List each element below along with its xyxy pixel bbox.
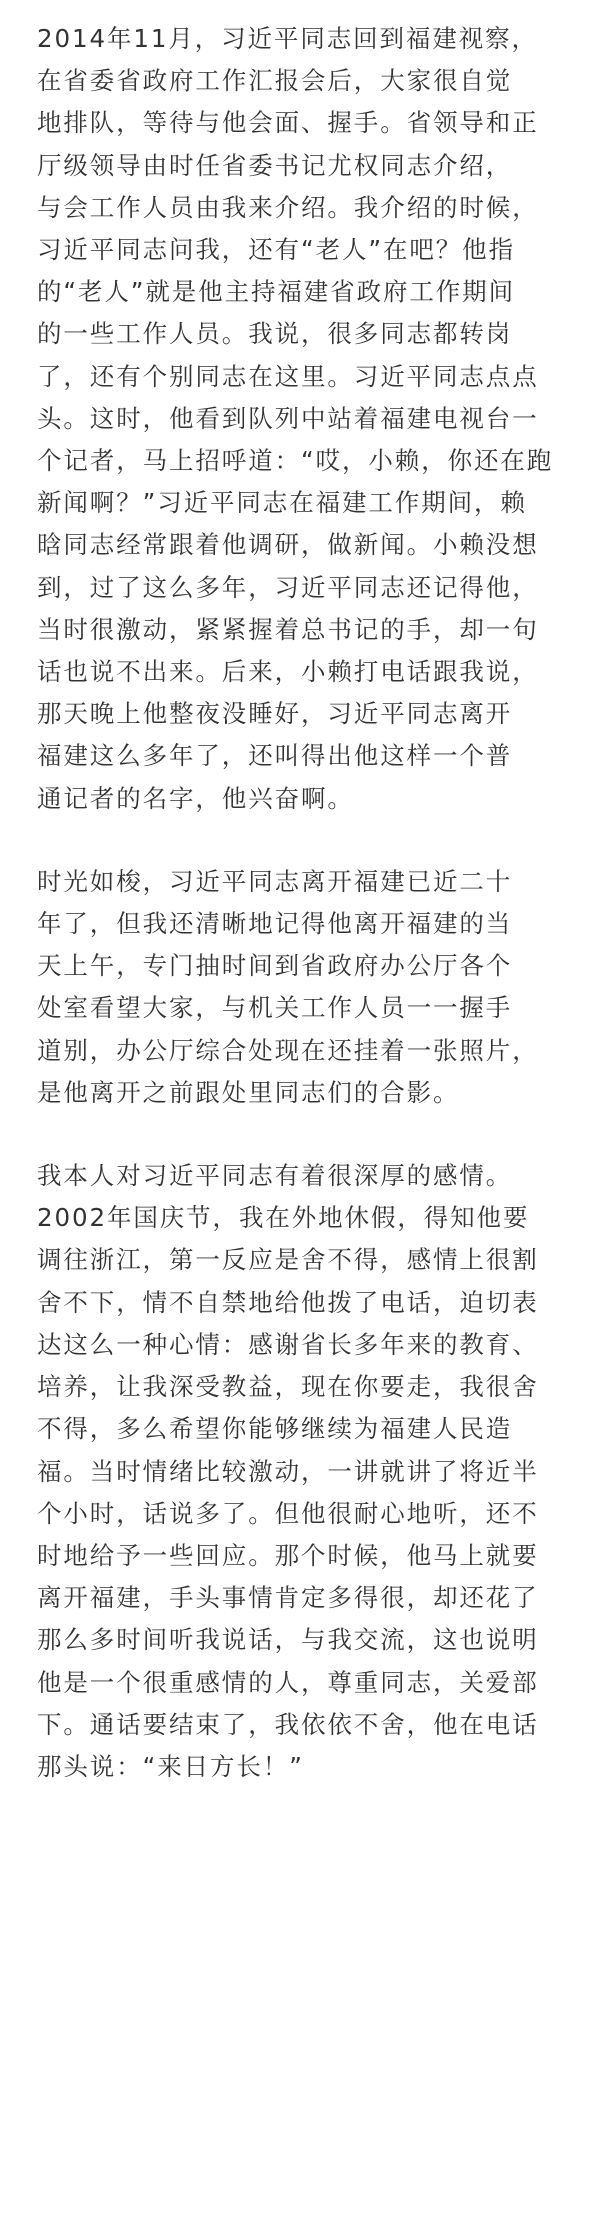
paragraph-2: 时光如梭，习近平同志离开福建已近二十 年了，但我还清晰地记得他离开福建的当 天上午，专门抽时间到省政府办公厅各个 处室看望大家，与机关工作人员一一握手 道别，办公厅综合处现在还挂着一张照片， 是他离开之前跟处里同志们的合影。: [37, 866, 539, 1107]
article-body: [37, 18, 569, 1788]
paragraph-1: 2014年11月，习近平同志回到福建视察， 在省委省政府工作汇报会后，大家很自觉 地排队，等待与他会面、握手。省领导和正 厅级领导由时任省委书记尤权同志介绍， 与会工作人员由我来介绍。我介绍的时候， 习近平同志问我，还有“老人”在吧？他指 的“老人”就是他主持福建省政府工作期间 的一些工作人员。我说，很多同志都转岗 了，还有个别同志在这里。习近平同志点点 头。这时，他看到队列中站着福建电视台一 个记者，马上招呼道：“哎，小赖，你还在跑 新闻啊？”习近平同志在福建工作期间，赖 晗同志经常跟着他调研，做新闻。小赖没想 到，过了这么多年，习近平同志还记得他， 当时很激动，紧紧握着总书记的手，却一句 话也说不出来。后来，小赖打电话跟我说， 那天晚上他整夜没睡好，习近平同志离开 福建这么多年了，还叫得出他这样一个普 通记者的名字，他兴奋啊。: [37, 24, 554, 813]
paragraph-3: 我本人对习近平同志有着很深厚的感情。 2002年国庆节，我在外地休假，得知他要 调往浙江，第一反应是舍不得，感情上很割 舍不下，情不自禁地给他拨了电话，迫切表 达这么一种心情：感谢省长多年来的教育、 培养，让我深受教益，现在你要走，我很舍 不得，多么希望你能够继续为福建人民造 福。当时情绪比较激动，一讲就讲了将近半 个小时，话说多了。但他很耐心地听，还不 时地给予一些回应。那个时候，他马上就要 离开福建，手头事情肯定多得很，却还花了 那么多时间听我说话，与我交流，这也说明 他是一个很重感情的人，尊重同志，关爱部 下。通话要结束了，我依依不舍，他在电话 那头说：“来日方长！”: [37, 1161, 539, 1781]
